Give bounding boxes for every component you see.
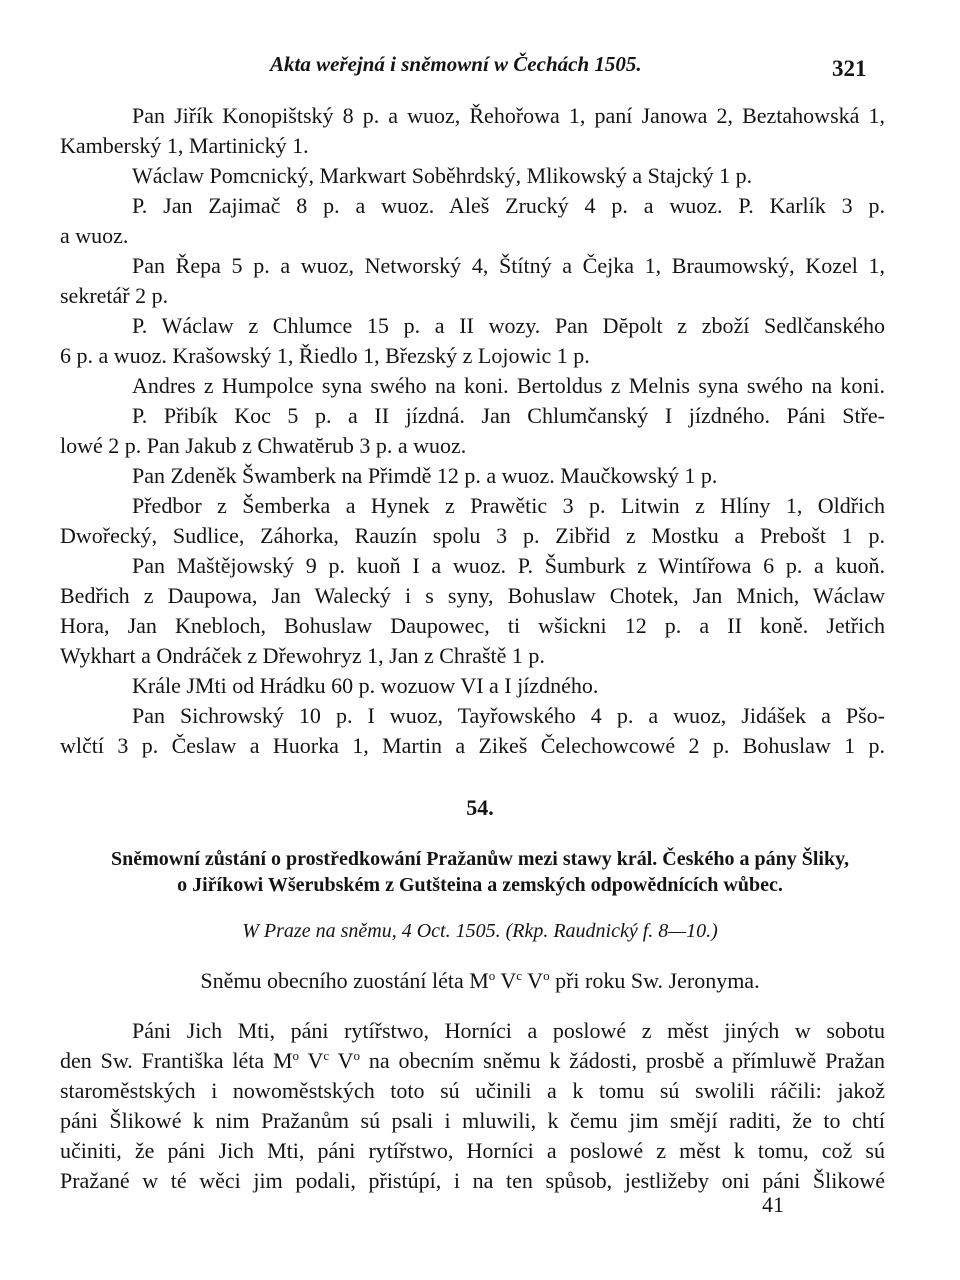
list-line: Předbor z Šemberka a Hynek z Prawětic 3 p. Litwin z Hlíny 1, Oldřich xyxy=(132,493,885,518)
superscript: o xyxy=(353,1048,361,1063)
list-line: Wykhart a Ondráček z Dřewohryz 1, Jan z Chraště 1 p. xyxy=(60,643,545,668)
superscript: o xyxy=(292,1048,300,1063)
document-number: 54. xyxy=(466,795,494,820)
list-line: 6 p. a wuoz. Krašowský 1, Řiedlo 1, Březský z Lojowic 1 p. xyxy=(60,343,590,368)
body-text: den Sw. Františka léta M xyxy=(60,1048,293,1073)
subtitle-text: při roku Sw. Jeronyma. xyxy=(549,968,760,993)
page-number: 321 xyxy=(832,56,867,81)
body-text: V xyxy=(329,1048,354,1073)
body-line: staroměstských i nowoměstských toto sú učinili a k tomu sú swolili ráčili: jakož xyxy=(60,1078,885,1103)
list-line: wlčtí 3 p. Česlaw a Huorka 1, Martin a Zikeš Čelechowcowé 2 p. Bohuslaw 1 p. xyxy=(60,733,885,758)
list-line: Hora, Jan Knebloch, Bohuslaw Daupowec, ti wšickni 12 p. a II koně. Jetřich xyxy=(60,613,885,638)
list-line: lowé 2 p. Pan Jakub z Chwatĕrub 3 p. a wuoz. xyxy=(60,433,467,458)
body-line: Páni Jich Mti, páni rytířstwo, Horníci a poslowé z měst jiných w sobotu xyxy=(132,1018,885,1043)
document-date-source: W Praze na sněmu, 4 Oct. 1505. (Rkp. Raudnický f. 8—10.) xyxy=(242,920,718,942)
list-line: Kamberský 1, Martinický 1. xyxy=(60,133,309,158)
subtitle-text: V xyxy=(522,968,544,993)
list-line: Dwořecký, Sudlice, Záhorka, Rauzín spolu 3 p. Zibřid z Mostku a Prebošt 1 p. xyxy=(60,523,885,548)
body-line xyxy=(60,1046,885,1076)
document-subtitle xyxy=(60,968,900,994)
body-text: na obecním sněmu k žádosti, prosbě a přímluwě Pražan xyxy=(360,1048,885,1073)
list-line: Pan Sichrowský 10 p. I wuoz, Tayřowského 4 p. a wuoz, Jidášek a Pšo- xyxy=(132,703,885,728)
superscript: o xyxy=(543,968,550,983)
list-line: Wáclaw Pomcnický, Markwart Soběhrdský, Mlikowský a Stajcký 1 p. xyxy=(132,163,753,188)
signature-mark: 41 xyxy=(762,1192,784,1217)
subtitle-text: V xyxy=(495,968,517,993)
superscript: c xyxy=(516,968,523,983)
list-line: a wuoz. xyxy=(60,223,129,248)
list-line: Bedřich z Daupowa, Jan Walecký i s syny, Bohuslaw Chotek, Jan Mnich, Wáclaw xyxy=(60,583,885,608)
list-line: Pan Maštějowský 9 p. kuoň I a wuoz. P. Šumburk z Wintířowa 6 p. a kuoň. xyxy=(132,553,885,578)
list-line: P. Přibík Koc 5 p. a II jízdná. Jan Chlumčanský I jízdného. Páni Stře- xyxy=(132,403,885,428)
body-text: V xyxy=(299,1048,324,1073)
superscript: c xyxy=(323,1048,330,1063)
list-line: Pan Jiřík Konopištský 8 p. a wuoz, Řehořowa 1, paní Janowa 2, Beztahowská 1, xyxy=(132,103,885,128)
list-line: sekretář 2 p. xyxy=(60,283,169,308)
superscript: o xyxy=(488,968,496,983)
body-line: páni Šlikowé k nim Pražanům sú psali i mluwili, k čemu jim smějí raditi, že to chtí xyxy=(60,1108,885,1133)
body-line: Pražané w té wěci jim podali, přistúpí, i na ten spůsob, jestližeby oni páni Šlikowé xyxy=(60,1168,885,1193)
subtitle-text: Sněmu obecního zuostání léta M xyxy=(200,968,489,993)
list-line: P. Jan Zajimač 8 p. a wuoz. Aleš Zrucký 4 p. a wuoz. P. Karlík 3 p. xyxy=(132,193,885,218)
document-title-line: o Jiříkowi Wšerubském z Gutšteina a zemských odpowědnících wůbec. xyxy=(177,874,783,896)
document-title-line: Sněmowní zůstání o prostředkowání Pražanůw mezi stawy král. Českého a pány Šliky, xyxy=(110,848,850,870)
list-line: Krále JMti od Hrádku 60 p. wozuow VI a I jízdného. xyxy=(132,673,599,698)
list-line: Pan Zdeněk Šwamberk na Přimdě 12 p. a wuoz. Maučkowský 1 p. xyxy=(132,463,718,488)
list-line: Andres z Humpolce syna swého na koni. Bertoldus z Melnis syna swého na koni. xyxy=(132,373,885,398)
running-title: Akta weřejná i sněmowní w Čechách 1505. xyxy=(270,52,642,76)
list-line: P. Wáclaw z Chlumce 15 p. a II wozy. Pan Dĕpolt z zboží Sedlčanského xyxy=(132,313,885,338)
body-line: učiniti, že páni Jich Mti, páni rytířstwo, Horníci a poslowé z měst k tomu, což sú xyxy=(60,1138,885,1163)
list-line: Pan Řepa 5 p. a wuoz, Networský 4, Štítný a Čejka 1, Braumowský, Kozel 1, xyxy=(132,253,885,278)
